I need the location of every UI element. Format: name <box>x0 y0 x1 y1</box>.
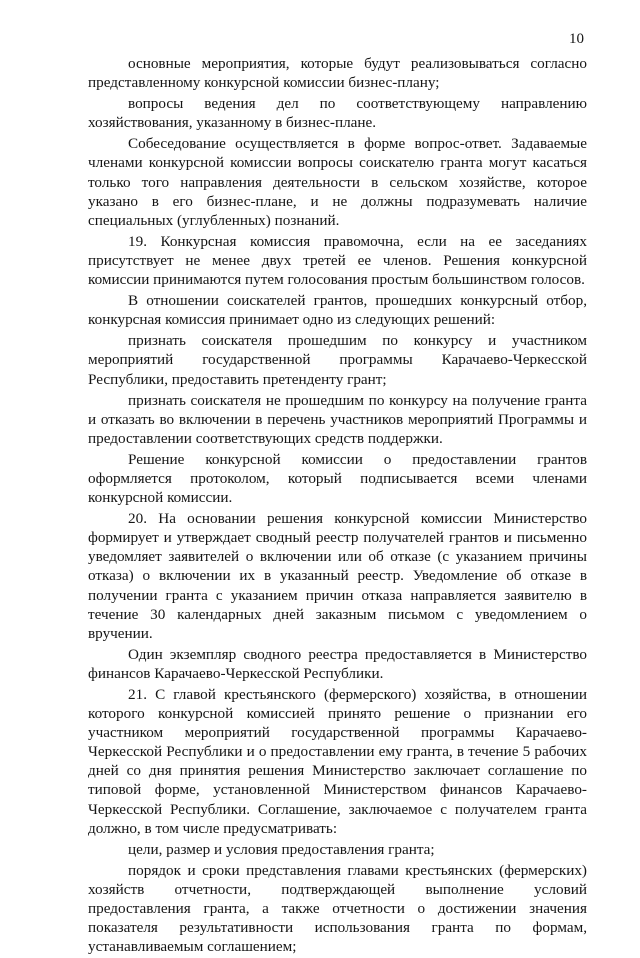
page-number: 10 <box>569 31 584 47</box>
paragraph-section-20: 20. На основании решения конкурсной комиссии Министерство формирует и утверждает сводный реестр получателей грантов и письменно уведомляет заявителей о включении или об отказе (с указанием причины отказа) о включении их в указанный реестр. Уведомление об отказе в получении гранта с указанием причин отказа направляется заявителю в течение 30 календарных дней заказным письмом с уведомлением о вручении. <box>88 510 587 642</box>
paragraph-commission-decisions: В отношении соискателей грантов, прошедших конкурсный отбор, конкурсная комиссия принимает одно из следующих решений: <box>88 292 587 329</box>
paragraph-business-questions: вопросы ведения дел по соответствующему направлению хозяйствования, указанному в бизнес-плане. <box>88 95 587 132</box>
paragraph-section-19: 19. Конкурсная комиссия правомочна, если на ее заседаниях присутствует не менее двух третей ее членов. Решения конкурсной комиссии принимаются путем голосования простым большинством голосов. <box>88 232 587 289</box>
paragraph-registry-copy: Один экземпляр сводного реестра предоставляется в Министерство финансов Карачаево-Черкесской Республики. <box>88 645 587 682</box>
paragraph-decision-accept: признать соискателя прошедшим по конкурсу и участником мероприятий государственной программы Карачаево-Черкесской Республики, предоставить претенденту грант; <box>88 332 587 388</box>
paragraph-reporting-procedure: порядок и сроки представления главами крестьянских (фермерских) хозяйств отчетности, подтверждающей выполнение условий предоставления гранта, а также отчетности о достижении значения показателя результативности использования гранта по формам, устанавливаемым соглашением; <box>88 861 587 956</box>
paragraph-grant-conditions: цели, размер и условия предоставления гранта; <box>128 840 435 858</box>
paragraph-interview-format: Собеседование осуществляется в форме вопрос-ответ. Задаваемые членами конкурсной комиссии вопросы соискателю гранта могут касаться только того направления деятельности в сельском хозяйстве, которое указано в его бизнес-плане, и не должны подразумевать наличие специальных (углубленных) познаний. <box>88 135 587 229</box>
paragraph-protocol: Решение конкурсной комиссии о предоставлении грантов оформляется протоколом, который подписывается всеми членами конкурсной комиссии. <box>88 450 587 507</box>
paragraph-decision-reject: признать соискателя не прошедшим по конкурсу на получение гранта и отказать во включении в перечень участников мероприятий Программы и предоставлении соответствующих средств поддержки. <box>88 391 587 447</box>
paragraph-section-21: 21. С главой крестьянского (фермерского) хозяйства, в отношении которого конкурсной комиссией принято решение о признании его участником мероприятий государственной программы Карачаево-Черкесской Республики и о предоставлении ему гранта, в течение 5 рабочих дней со дня принятия решения Министерство заключает соглашение по типовой форме, установленной Министерством финансов Карачаево-Черкесской Республики. Соглашение, заключаемое с получателем гранта должно, в том числе предусматривать: <box>88 686 587 837</box>
document-body <box>88 54 587 958</box>
paragraph-main-activities: основные мероприятия, которые будут реализовываться согласно представленному конкурсной комиссии бизнес-плану; <box>88 55 587 92</box>
